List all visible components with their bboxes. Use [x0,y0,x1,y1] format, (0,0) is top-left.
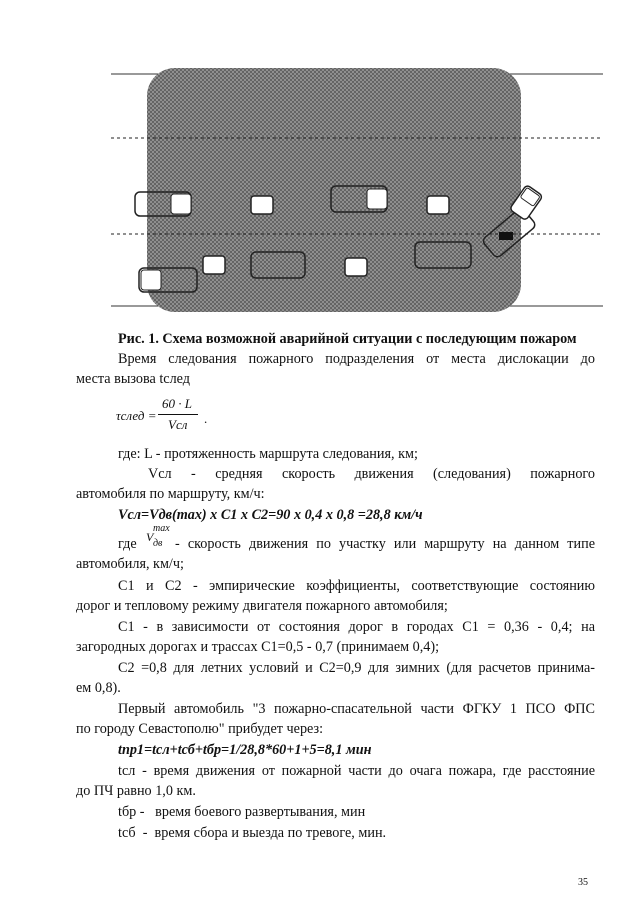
formula-lhs: τслед = [116,408,157,423]
travel-time-formula [116,396,226,438]
paragraph-6-line-1: С1 - в зависимости от состояния дорог в городах С1 = 0,36 - 0,4; на [118,619,595,635]
arrival-time-equation: tпр1=tсл+tсб+tбр=1/28,8*60+1+5=8,1 мин [118,742,372,758]
fire-source [499,232,513,240]
v-max-subscript: дв [153,538,163,549]
vehicle-6 [203,256,225,274]
paragraph-9-line-2: до ПЧ равно 1,0 км. [76,783,196,799]
paragraph-5-line-1: С1 и С2 - эмпирические коэффициенты, соответствующие состоянию [118,578,595,594]
page-number: 35 [578,877,588,888]
vehicle-4 [427,196,449,214]
paragraph-3-line-1: Vсл - средняя скорость движения (следования) пожарного [148,466,595,482]
paragraph-10: tбр - время боевого развертывания, мин [118,804,366,820]
paragraph-4-line-1: - скорость движения по участку или маршруту на данном типе [175,536,595,552]
paragraph-11: tсб - время сбора и выезда по тревоге, мин. [118,825,387,841]
accident-scheme-figure [111,60,603,320]
paragraph-5-line-2: дорог и тепловому режиму двигателя пожарного автомобиля; [76,598,448,614]
figure-caption: Рис. 1. Схема возможной аварийной ситуации с последующим пожаром [118,331,577,347]
formula-denominator: Vсл [168,417,188,432]
paragraph-9-line-1: tсл - время движения от пожарной части до очага пожара, где расстояние [118,763,595,779]
vehicle-2 [251,196,273,214]
formula-fraction-bar [158,414,198,415]
paragraph-1-line-1: Время следования пожарного подразделения от места дислокации до [118,351,595,367]
formula-numerator: 60 · L [162,396,192,411]
paragraph-1-line-2: места вызова tслед [76,371,190,387]
speed-equation: Vсл=Vдв(max) х С1 х С2=90 х 0,4 х 0,8 =28,8 км/ч [118,507,423,523]
paragraph-4-where: где [118,536,137,552]
paragraph-3-line-2: автомобиля по маршруту, км/ч: [76,486,265,502]
formula-dot: . [204,411,208,426]
paragraph-2: где: L - протяженность маршрута следования, км; [118,446,418,462]
paragraph-7-line-2: ем 0,8). [76,680,121,696]
vehicle-8 [345,258,367,276]
fire-zone [147,68,521,312]
paragraph-7-line-1: С2 =0,8 для летних условий и С2=0,9 для зимних (для расчетов принима- [118,660,595,676]
paragraph-4-line-2: автомобиля, км/ч; [76,556,184,572]
v-max-superscript: max [153,523,170,534]
paragraph-6-line-2: загородных дорогах и трассах С1=0,5 - 0,7 (принимаем 0,4); [76,639,440,655]
paragraph-8-line-1: Первый автомобиль "3 пожарно-спасательной части ФГКУ 1 ПСО ФПС [118,701,595,717]
paragraph-8-line-2: по городу Севастополю" прибудет через: [76,721,324,737]
v-max-symbol: V [146,530,154,544]
